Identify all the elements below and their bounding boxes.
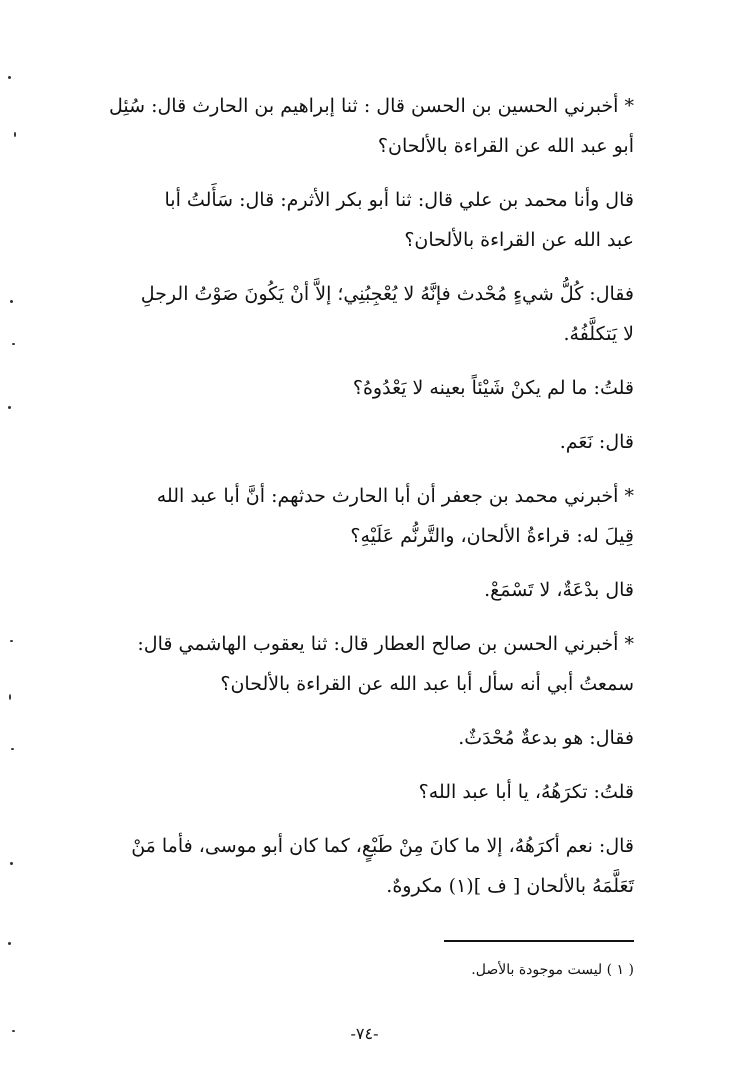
text-line: قال وأنا محمد بن علي قال: ثنا أبو بكر الأثرم: قال: سَأَلتُ أبا [164, 189, 634, 211]
text-line: تَعَلَّمَهُ بالألحان [ ف ](١) مكروهٌ. [386, 875, 634, 897]
main-text [58, 86, 634, 906]
scan-speck [12, 343, 15, 345]
paragraph-1 [58, 86, 634, 166]
footnote: ( ١ ) ليست موجودة بالأصل. [471, 962, 634, 978]
page-number: -٧٤- [350, 1024, 379, 1043]
scan-speck [8, 942, 11, 945]
scan-speck [11, 748, 14, 750]
footnote-separator [444, 940, 634, 942]
scan-speck [8, 406, 11, 409]
paragraph-8 [58, 624, 634, 704]
text-line: قال: نَعَم. [559, 431, 634, 453]
text-line: عبد الله عن القراءة بالألحان؟ [404, 229, 634, 251]
scan-speck [10, 862, 13, 865]
text-line: * أخبرني الحسين بن الحسن قال : ثنا إبراهيم بن الحارث قال: سُئِل [109, 95, 634, 117]
paragraph-5 [58, 422, 634, 462]
text-line: * أخبرني الحسن بن صالح العطار قال: ثنا يعقوب الهاشمي قال: [137, 633, 634, 655]
scan-speck [8, 76, 11, 79]
text-line: * أخبرني محمد بن جعفر أن أبا الحارث حدثهم: أنَّ أبا عبد الله [156, 485, 634, 507]
text-line: قِيلَ له: قراءةُ الألحان، والتَّرنُّم عَلَيْهِ؟ [350, 525, 634, 547]
text-line: لا يَتكلَّفُهُ. [563, 323, 634, 345]
text-line: أبو عبد الله عن القراءة بالألحان؟ [377, 135, 634, 157]
scan-speck [10, 300, 13, 303]
paragraph-7 [58, 570, 634, 610]
paragraph-2 [58, 180, 634, 260]
paragraph-3 [58, 274, 634, 354]
scan-speck [12, 1030, 15, 1032]
text-line: قلتُ: ما لم يكنْ شَيْئاً بعينه لا يَعْدُوهُ؟ [352, 377, 634, 399]
text-line: سمعتُ أبي أنه سأل أبا عبد الله عن القراءة بالألحان؟ [220, 673, 634, 695]
paragraph-9 [58, 718, 634, 758]
paragraph-6 [58, 476, 634, 556]
text-line: قلتُ: تكرَهُهُ، يا أبا عبد الله؟ [418, 781, 634, 803]
scan-speck [14, 132, 16, 137]
text-line: فقال: كُلُّ شيءٍ مُحْدث فإنَّهُ لا يُعْجِبُنِي؛ إلاَّ أنْ يَكُونَ صَوْتُ الرجلِ [140, 283, 634, 305]
paragraph-4 [58, 368, 634, 408]
text-line: قال: نعم أكرَهُهُ، إلا ما كانَ مِنْ طَبْعٍ، كما كان أبو موسى، فأما مَنْ [131, 835, 634, 857]
text-line: قال بدْعَةٌ، لا تَسْمَعْ. [484, 579, 634, 601]
paragraph-10 [58, 772, 634, 812]
text-line: فقال: هو بدعةٌ مُحْدَثٌ. [458, 727, 634, 749]
paragraph-11 [58, 826, 634, 906]
scan-speck [9, 694, 11, 700]
scan-speck [10, 640, 13, 642]
